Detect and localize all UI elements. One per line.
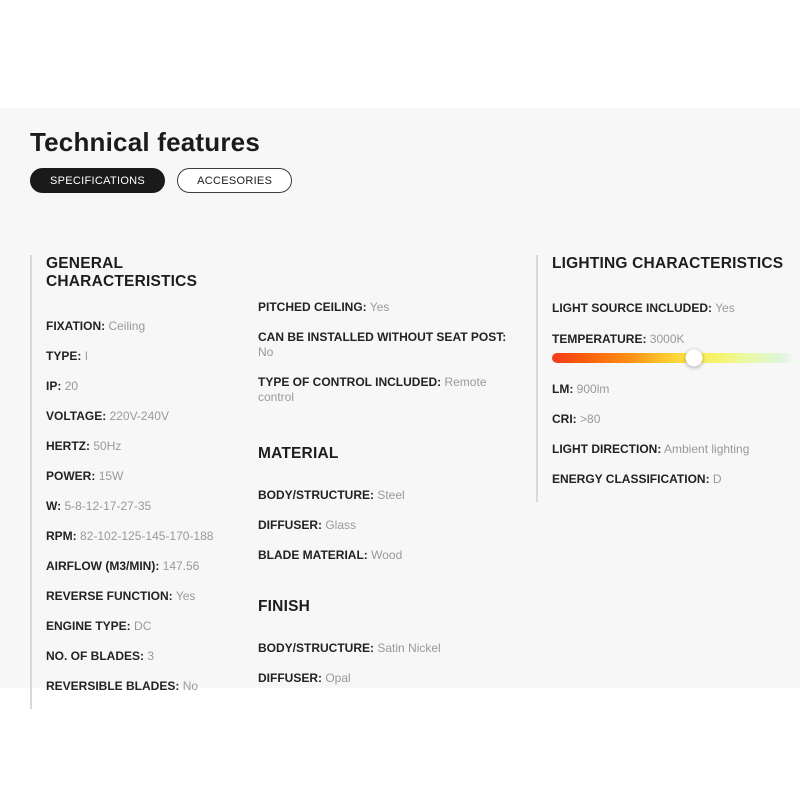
spec-row (46, 619, 274, 634)
spec-label: BODY/STRUCTURE: (258, 488, 374, 502)
spec-label: RPM: (46, 529, 77, 543)
spec-row (552, 301, 795, 316)
spec-row (258, 671, 512, 686)
spec-value: 3 (147, 649, 155, 663)
spec-label: W: (46, 499, 62, 513)
spec-label: DIFFUSER: (258, 518, 322, 532)
spec-label: TEMPERATURE: (552, 332, 647, 346)
spec-label: VOLTAGE: (46, 409, 107, 423)
material-finish-section (258, 255, 512, 701)
spec-value: Yes (369, 300, 390, 314)
spec-row (258, 518, 512, 533)
spec-row (46, 589, 274, 604)
spec-value: Glass (325, 518, 357, 532)
spec-value: Satin Nickel (377, 641, 441, 655)
spec-label: DIFFUSER: (258, 671, 322, 685)
spec-value: D (712, 472, 722, 486)
spec-row (258, 488, 512, 503)
spec-row (46, 409, 274, 424)
spec-value: DC (134, 619, 152, 633)
general-characteristics-section (30, 255, 274, 709)
spec-row (46, 649, 274, 664)
spec-value: 5-8-12-17-27-35 (64, 499, 152, 513)
spec-value: 20 (64, 379, 79, 393)
temperature-knob (685, 350, 702, 367)
spec-row (46, 499, 274, 514)
tab-accesories[interactable]: ACCESORIES (177, 168, 292, 193)
section-heading-general: GENERAL CHARACTERISTICS (46, 255, 198, 290)
spec-label: LIGHT DIRECTION: (552, 442, 662, 456)
spec-row (46, 349, 274, 364)
tab-bar (30, 168, 292, 193)
spec-value: Yes (715, 301, 735, 315)
page-title: Technical features (30, 127, 260, 157)
spec-value: No (258, 345, 274, 359)
spec-row (46, 319, 274, 334)
spec-value: Yes (175, 589, 196, 603)
spec-value: Steel (377, 488, 405, 502)
spec-label: AIRFLOW (M3/MIN): (46, 559, 160, 573)
spec-value: Remote control (258, 375, 487, 404)
spec-label: ENGINE TYPE: (46, 619, 131, 633)
spec-row (258, 548, 512, 563)
spec-row (258, 641, 512, 656)
spec-value: 15W (98, 469, 124, 483)
spec-label: POWER: (46, 469, 96, 483)
lighting-characteristics-section (536, 255, 795, 502)
temperature-gradient-slider (552, 353, 795, 363)
spec-label: PITCHED CEILING: (258, 300, 367, 314)
section-heading-lighting: LIGHTING CHARACTERISTICS (552, 255, 784, 272)
spec-value: Ambient lighting (664, 442, 750, 456)
spec-row (258, 330, 512, 360)
spec-label: REVERSIBLE BLADES: (46, 679, 180, 693)
spec-row (46, 469, 274, 484)
spec-value: 147.56 (162, 559, 200, 573)
spec-row (46, 439, 274, 454)
spec-row (46, 529, 274, 544)
spec-value: Ceiling (108, 319, 146, 333)
tab-specifications[interactable]: SPECIFICATIONS (30, 168, 165, 193)
spec-value: Opal (325, 671, 351, 685)
spec-row (46, 559, 274, 574)
spec-value: I (84, 349, 89, 363)
spec-row (552, 332, 795, 347)
spec-label: CAN BE INSTALLED WITHOUT SEAT POST: (258, 330, 507, 344)
spec-label: CRI: (552, 412, 577, 426)
spec-label: IP: (46, 379, 62, 393)
section-heading-finish: FINISH (258, 598, 311, 615)
spec-label: TYPE: (46, 349, 82, 363)
spec-row (552, 412, 795, 427)
spec-value: >80 (580, 412, 601, 426)
spec-value: Wood (371, 548, 403, 562)
spec-row (552, 472, 795, 487)
spec-label: HERTZ: (46, 439, 90, 453)
spec-value: 220V-240V (109, 409, 169, 423)
spec-row (46, 679, 274, 694)
spec-label: NO. OF BLADES: (46, 649, 144, 663)
spec-label: ENERGY CLASSIFICATION: (552, 472, 710, 486)
spec-value: 3000K (649, 332, 685, 346)
spec-label: TYPE OF CONTROL INCLUDED: (258, 375, 442, 389)
spec-value: 82-102-125-145-170-188 (80, 529, 214, 543)
spec-row (258, 300, 512, 315)
spec-label: LIGHT SOURCE INCLUDED: (552, 301, 712, 315)
spec-row (552, 442, 795, 457)
spec-label: BODY/STRUCTURE: (258, 641, 374, 655)
spec-value: No (182, 679, 199, 693)
spec-label: REVERSE FUNCTION: (46, 589, 173, 603)
spec-label: LM: (552, 382, 574, 396)
spec-label: FIXATION: (46, 319, 106, 333)
spec-value: 900lm (576, 382, 610, 396)
spec-value: 50Hz (93, 439, 122, 453)
spec-row (258, 375, 512, 405)
spec-row (552, 382, 795, 397)
spec-label: BLADE MATERIAL: (258, 548, 368, 562)
section-heading-material: MATERIAL (258, 445, 339, 462)
spec-row (46, 379, 274, 394)
